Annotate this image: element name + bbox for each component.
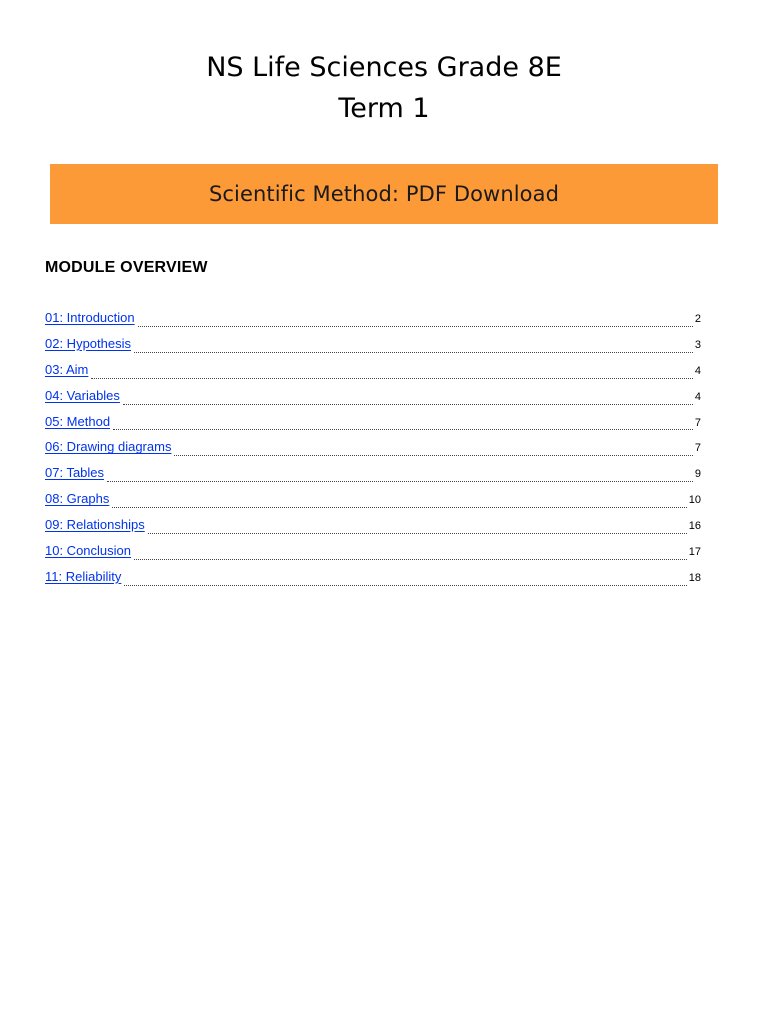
toc-link-reliability[interactable]: 11: Reliability <box>45 568 122 584</box>
toc-link-tables[interactable]: 07: Tables <box>45 465 105 481</box>
toc-entry <box>45 310 701 336</box>
toc-link-graphs[interactable]: 08: Graphs <box>45 491 110 507</box>
toc-page-number: 9 <box>694 468 701 481</box>
toc-page-number: 18 <box>688 571 701 584</box>
toc-link-variables[interactable]: 04: Variables <box>45 387 120 403</box>
toc-page-number: 7 <box>694 442 701 455</box>
toc-link-aim[interactable]: 03: Aim <box>45 361 89 377</box>
toc-entry <box>45 414 701 440</box>
toc-page-number: 3 <box>694 338 701 351</box>
toc-link-drawing-diagrams[interactable]: 06: Drawing diagrams <box>45 439 172 455</box>
document-subtitle: Term 1 <box>338 93 430 124</box>
toc-page-number: 4 <box>694 390 701 403</box>
toc-entry <box>45 439 701 465</box>
toc-leader <box>138 325 693 327</box>
toc-leader <box>134 558 687 560</box>
toc-page-number: 10 <box>688 494 701 507</box>
toc-leader <box>134 351 693 353</box>
toc-page-number: 17 <box>688 546 701 559</box>
banner-title: Scientific Method: PDF Download <box>208 182 560 206</box>
toc-link-conclusion[interactable]: 10: Conclusion <box>45 543 131 559</box>
toc-leader <box>124 584 686 586</box>
toc-entry <box>45 491 701 517</box>
toc-leader <box>112 506 686 508</box>
toc-link-hypothesis[interactable]: 02: Hypothesis <box>45 335 131 351</box>
toc-leader <box>174 454 692 456</box>
toc-entry <box>45 336 701 362</box>
toc-page-number: 4 <box>694 364 701 377</box>
section-heading: MODULE OVERVIEW <box>45 259 208 276</box>
table-of-contents <box>45 310 701 595</box>
toc-page-number: 7 <box>694 416 701 429</box>
toc-leader <box>113 428 693 430</box>
toc-entry <box>45 362 701 388</box>
document-title: NS Life Sciences Grade 8E <box>206 52 562 83</box>
toc-leader <box>123 403 693 405</box>
toc-link-method[interactable]: 05: Method <box>45 413 111 429</box>
toc-entry <box>45 569 701 595</box>
toc-entry <box>45 517 701 543</box>
toc-entry <box>45 388 701 414</box>
toc-link-relationships[interactable]: 09: Relationships <box>45 517 145 533</box>
toc-page-number: 2 <box>694 313 701 325</box>
download-banner <box>50 164 718 224</box>
toc-page-number: 16 <box>688 520 701 533</box>
toc-leader <box>148 532 687 534</box>
toc-entry <box>45 543 701 569</box>
toc-leader <box>91 377 693 379</box>
toc-entry <box>45 465 701 491</box>
toc-link-introduction[interactable]: 01: Introduction <box>45 310 135 325</box>
toc-leader <box>107 480 693 482</box>
